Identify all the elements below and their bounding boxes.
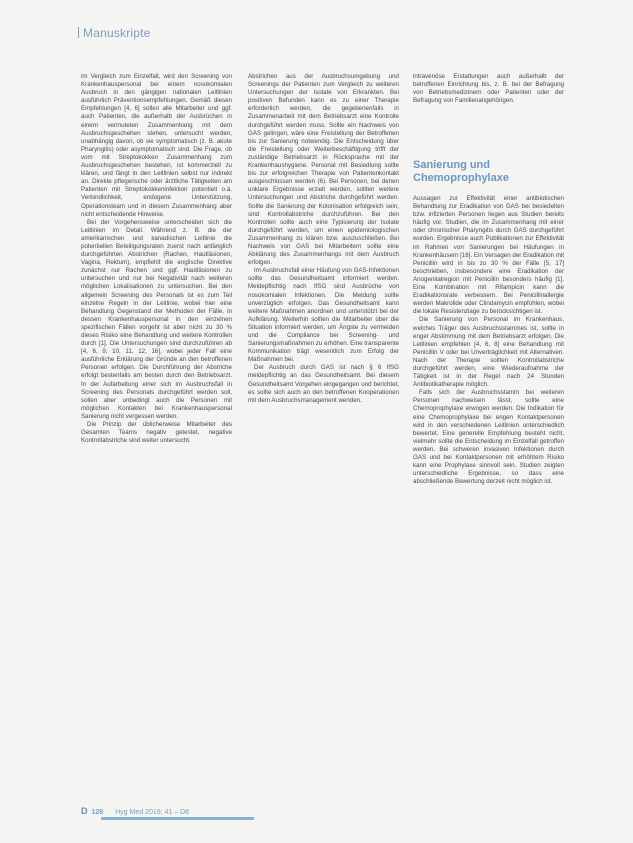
text-column-3: [413, 73, 564, 793]
paragraph: intravenöse Erstattungen auch außerhalb der betroffenen Einrichtung bis, z. B. bei der Befragung von Betriebsmedizinern oder Patienten oder der Befragung von Familienangehörigen.: [413, 73, 564, 105]
paragraph: Falls sich der Ausbruchsstamm bei weiteren Personen nachweisen lässt, sollte eine Chemoprophylaxe erwogen werden. Die Indikation für eine Chemoprophylaxe bei engen Kontaktpersonen wird in den verschiedenen Leitlinien unterschiedlich bewertet. Eine generelle Empfehlung besteht nicht, vielmehr sollte die Entscheidung im Einzelfall getroffen werden. Bei schweren invasiven Infektionen durch GAS und bei Kontaktpersonen mit erhöhtem Risiko kann eine Prophylaxe sinnvoll sein. Studien zeigten unterschiedliche Ergebnisse, so dass eine abschließende Bewertung derzeit nicht möglich ist.: [413, 389, 564, 486]
paragraph: im Vergleich zum Einzelfall, wird den Screening von Krankenhauspersonal bei einem nosokomialen Ausbruch in den gängigen nationalen Leitlinien ausführlich Präventionsempfehlungen. Gemäß diesen Empfehlungen [4, 6] sollen alle Mitarbeiter und ggf. auch Patienten, die außerhalb der Ausbrüchen in einem vermuteten Zusammenhang mit dem Ausbruchsgeschehen stehen, untersucht werden, unabhängig davon, ob sie symptomatisch (z. B. akute Pharyngitis) oder asymptomatisch sind. Die Frage, ob vom mit Streptokokken Zusammenhang zum Ausbruchsgeschehen bestehen, ist kommerziell zu klären, und fängt in den Leitlinien selbst nur indirekt an. Direkte pflegerische oder ärztliche Tätigkeiten am Patienten mit Streptokokkeninfektion potentiell o.ä. Verbindlichkeit, endogene Unterstützung, Operationsteam und in diesem Zusammenhang aber nicht entscheidende Hinweise.: [81, 73, 232, 218]
page-footer: [81, 806, 189, 816]
paragraph: Der Ausbruch durch GAS ist nach § 6 IfSG meldepflichtig an das Gesundheitsamt. Bei diesem Gesundheitsamt Vorgehen eingegangen und berichtet, es sollte sich auch an den betroffenen Kooperationen mit dem Ausbruchsmanagement wenden.: [248, 364, 399, 404]
header-section-label: Manuskripte: [83, 26, 151, 40]
journal-citation: Hyg Med 2016; 41 – D8: [115, 809, 190, 816]
text-column-1: [81, 73, 232, 793]
paragraph: Bei der Vorgehensweise unterscheiden sich die Leitlinien im Detail. Während z. B. die der amerikanischen und kanadischen Leitlinie die potentiellen Beteiligungsraten zuerst nach anfänglich durchgeführten Abstrichen (Rachen, Hautläsionen, Vagina, Rektum), empfiehlt die englische Direktive zunächst nur Rachen und ggf. Hautläsionen zu untersuchen und nur bei Negativität nach weiteren möglichen Lokalisationen zu untersuchen. Bei den allgemein Screening des Personals ist es zum Teil einzelne Regeln in der Leitlinie, wobei hier eine Behandlung Gegenstand der Methoden der Fälle, in dessen Krankenhauspersonal in den einzelnen spezifischen Fällen vorgeht ist aber nicht zu 30 % dieses Risiko eine Behandlung und weitere Kontrollen durch [1]. Die Untersuchungen sind durchzuführen ab [4, 6, 9, 10, 11, 12, 16], wobei jeder Fall eine ausführliche Erklärung der Gründe an den betroffenen Personen erfolgen. Die Durchführung der Abstriche erfolgt bestenfalls am besten durch den Betriebsarzt. In der Aufarbeitung einer sich im Ausbruchsfall in Screening des Personals durchgeführt werden soll, sollen aber unbedingt auch die Personen mit möglichen Kontakten bei Krankenhauspersonal Sanierung nicht vergessen werden.: [81, 218, 232, 420]
footer-bar: [101, 817, 254, 820]
paragraph: Abstrichen aus der Ausbruchsumgebung und Screenings der Patienten zum Vergleich zu weiteren Untersuchungen der Isolate von Erkrankten. Bei positiven Befunden kann es zu einer Therapie erforderlich werden, die gegebenenfalls in Zusammenarbeit mit dem Betriebsarzt eine Kontrolle durchgeführt werden muss. Sollte ein Nachweis von GAS gelingen, wäre eine Freistellung der Betroffenen bis zur Sanierung notwendig. Die Entscheidung über die Freistellung oder Weiterbeschäftigung trifft der zuständige Betriebsarzt in Rücksprache mit der Krankenhaushygiene. Personal mit Besiedlung sollte bis zur erfolgreichen Therapie von Patientenkontakt ausgeschlossen werden (6). Bei Personen, bei denen unklare Ergebnisse erzielt werden, sollten weitere Untersuchungen und Abstriche durchgeführt werden. Sollte die Sanierung der Kolonisation erfolgreich sein, sind Kontrollabstriche durchzuführen. Bei den Kontrollen sollte auch eine Typisierung der Isolate durchgeführt werden, um einen epidemiologischen Zusammenhang zu klären bzw. auszuschließen. Bei Nachweis von GAS bei Mitarbeitern sollte eine Abklärung des Zusammenhangs mit dem Ausbruch erfolgen.: [248, 73, 399, 267]
paragraph: Die Prinzip der üblicherweise Mitarbeiter des Gesamten Teams negativ getestet, negative Kontrollabstriche sind weiter untersucht.: [81, 421, 232, 445]
section-header: [78, 26, 151, 40]
paragraph: Im Ausbruchsfall einer Häufung von GAS-Infektionen sollte das Gesundheitsamt informiert werden. Meldepflichtig nach IfSG sind Ausbrüche von nosokomialen Infektionen. Die Meldung sollte unverzüglich erfolgen. Das Gesundheitsamt kann weitere Maßnahmen anordnen und unterstützt bei der Aufklärung. Weiterhin sollten die Mitarbeiter über die Situation informiert werden, um Ängste zu vermeiden und die Compliance bei Screening- und Sanierungsmaßnahmen zu erhöhen. Eine transparente Kommunikation trägt wesentlich zum Erfolg der Maßnahmen bei.: [248, 267, 399, 364]
section-heading: Sanierung und Chemoprophylaxe: [413, 159, 509, 184]
footer-letter: D: [81, 806, 88, 816]
paragraph: Aussagen zur Effektivität einer antibiotischen Behandlung zur Eradikation von GAS bei besiedelten bzw. infizierten Personen liegen aus Studien bereits häufig vor. Studien, die im Zusammenhang mit einer oder chronischer Pharyngitis durch GAS durchgeführt wurden. Ergebnisse auch Publikationen zur Effektivität im Rahmen von Sanierungen bei Häufungen in Krankenhäusern [16]. Ein Versagen der Eradikation mit Penicillin wird in bis zu 30 % der Fälle [5, 17] beschrieben, insbesondere eine Eradikation der Anogenitalregion mit Penicillin besonders häufig [1]. Eine Kombination mit Rifampicin kann die Eradikationsrate verbessern. Bei Penicillinallergie werden Makrolide oder Clindamycin empfohlen, wobei die lokale Resistenzlage zu berücksichtigen ist.: [413, 195, 564, 316]
paragraph: Die Sanierung von Personal im Krankenhaus, welches Träger des Ausbruchsstammes ist, sollte in enger Abstimmung mit dem Betriebsarzt erfolgen. Die Leitlinien empfehlen [4, 6, 8] eine Behandlung mit Penicillin V oder bei Unverträglichkeit mit Alternativen. Nach der Therapie sollten Kontrollabstriche durchgeführt werden, eine Wiederaufnahme der Tätigkeit ist in der Regel nach 24 Stunden Antibiotikatherapie möglich.: [413, 316, 564, 389]
header-bar: [78, 27, 79, 38]
page-number: 128: [91, 809, 104, 816]
text-column-2: [248, 73, 399, 793]
